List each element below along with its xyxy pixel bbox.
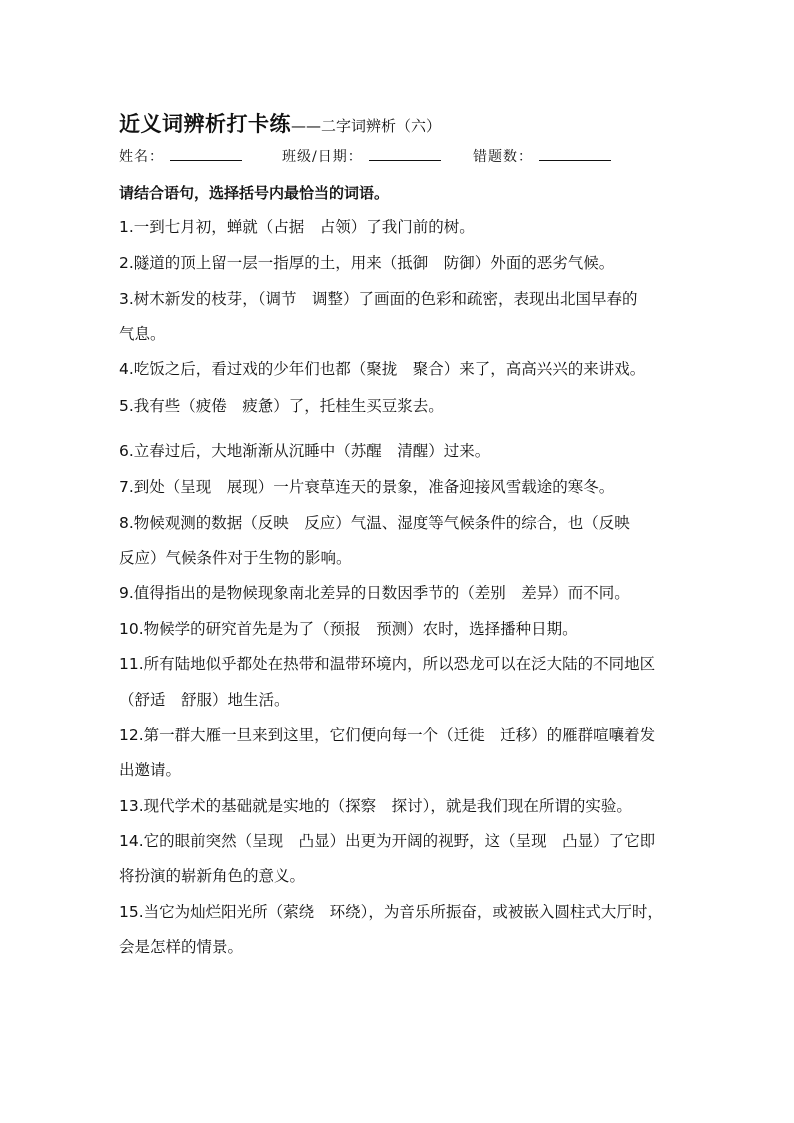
errors-label: 错题数： [473, 149, 533, 165]
question-line: 2.隧道的顶上留一层一指厚的土，用来（抵御 防御）外面的恶劣气候。 [119, 254, 615, 272]
instruction-text: 请结合语句，选择括号内最恰当的词语。 [119, 184, 390, 202]
class-date-blank[interactable] [369, 148, 441, 161]
question-line: 7.到处（呈现 展现）一片衰草连天的景象，准备迎接风雪载途的寒冬。 [119, 478, 615, 496]
title-subtitle: ——二字词辨析（六） [291, 117, 442, 135]
name-field [119, 146, 242, 166]
question-line: 8.物候观测的数据（反映 反应）气温、湿度等气候条件的综合，也（反映 [119, 514, 630, 532]
question-line: 气息。 [119, 325, 166, 343]
question-line: 14.它的眼前突然（呈现 凸显）出更为开阔的视野，这（呈现 凸显）了它即 [119, 832, 656, 850]
question-line: 3.树木新发的枝芽，（调节 调整）了画面的色彩和疏密，表现出北国早春的 [119, 290, 638, 308]
question-line: 4.吃饭之后，看过戏的少年们也都（聚拢 聚合）来了，高高兴兴的来讲戏。 [119, 360, 646, 378]
question-line: 10.物候学的研究首先是为了（预报 预测）农时，选择播种日期。 [119, 620, 578, 638]
question-line: 出邀请。 [119, 761, 182, 779]
name-label: 姓名： [119, 149, 164, 165]
question-line: 9.值得指出的是物候现象南北差异的日数因季节的（差别 差异）而不同。 [119, 584, 630, 602]
errors-field [473, 146, 611, 166]
name-blank[interactable] [170, 148, 242, 161]
question-line: 会是怎样的情景。 [119, 938, 244, 956]
question-line: 反应）气候条件对于生物的影响。 [119, 549, 352, 567]
question-line: （舒适 舒服）地生活。 [119, 691, 290, 709]
question-line: 13.现代学术的基础就是实地的（探察 探讨），就是我们现在所谓的实验。 [119, 797, 632, 815]
errors-blank[interactable] [539, 148, 611, 161]
question-line: 5.我有些（疲倦 疲惫）了，托桂生买豆浆去。 [119, 397, 444, 415]
class-date-label: 班级/日期： [282, 149, 363, 165]
question-line: 12.第一群大雁一旦来到这里，它们便向每一个（迁徙 迁移）的雁群喧嚷着发 [119, 726, 656, 744]
question-line: 1.一到七月初，蝉就（占据 占领）了我门前的树。 [119, 218, 475, 236]
question-line: 将扮演的崭新角色的意义。 [119, 867, 306, 885]
question-line: 6.立春过后，大地渐渐从沉睡中（苏醒 清醒）过来。 [119, 442, 491, 460]
page-title [119, 108, 441, 138]
class-date-field [282, 146, 441, 166]
question-line: 11.所有陆地似乎都处在热带和温带环境内，所以恐龙可以在泛大陆的不同地区 [119, 655, 656, 673]
question-line: 15.当它为灿烂阳光所（萦绕 环绕），为音乐所振奋，或被嵌入圆柱式大厅时， [119, 903, 663, 921]
title-main: 近义词辨析打卡练 [119, 111, 291, 136]
